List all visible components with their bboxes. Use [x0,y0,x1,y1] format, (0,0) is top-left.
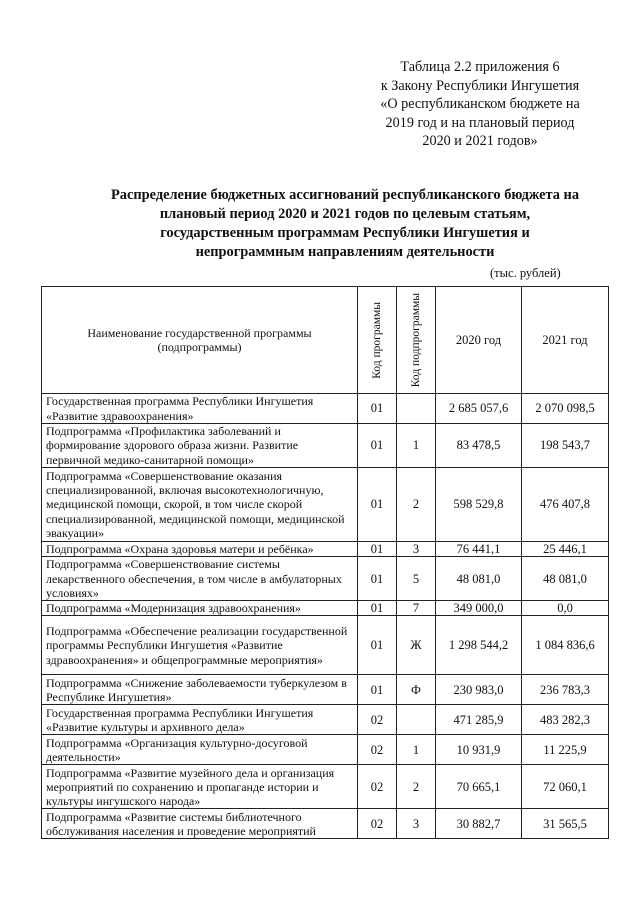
row-name: Государственная программа Республики Ингушетия «Развитие здравоохранения» [42,394,358,424]
row-name: Подпрограмма «Развитие системы библиотечного обслуживания населения и проведение мероприятий [42,809,358,839]
row-value-2021: 31 565,5 [522,809,609,839]
row-program-code: 02 [358,809,397,839]
row-name: Государственная программа Республики Ингушетия «Развитие культуры и архивного дела» [42,705,358,735]
header-program-code-label: Код программы [370,301,383,379]
appendix-line: 2020 и 2021 годов» [422,133,538,149]
row-name: Подпрограмма «Модернизация здравоохранения» [42,601,358,616]
title-line: Распределение бюджетных ассигнований республиканского бюджета на [110,187,580,203]
row-subprogram-code: 5 [397,557,436,601]
row-value-2021: 2 070 098,5 [522,394,609,424]
row-program-code: 01 [358,675,397,705]
title-line: непрограммным направлениям деятельности [195,244,495,260]
row-name: Подпрограмма «Обеспечение реализации государственной программы Республики Ингушетия «Развитие здравоохранения» и общепрограммные мероприятия» [42,616,358,675]
row-value-2020: 76 441,1 [436,542,522,557]
row-name: Подпрограмма «Снижение заболеваемости туберкулезом в Республике Ингушетия» [42,675,358,705]
row-name: Подпрограмма «Совершенствование оказания специализированной, включая высокотехнологичную, медицинской помощи, скорой, в том числе скорой специализированной, медицинской помощи, медицинской эвакуации» [42,468,358,542]
table-row [42,765,609,809]
table-row [42,542,609,557]
row-subprogram-code: 3 [397,809,436,839]
row-value-2021: 25 446,1 [522,542,609,557]
row-program-code: 02 [358,705,397,735]
header-year-2021: 2021 год [522,287,609,394]
row-subprogram-code: 1 [397,735,436,765]
row-name: Подпрограмма «Организация культурно-досуговой деятельности» [42,735,358,765]
row-subprogram-code: 2 [397,468,436,542]
row-value-2020: 70 665,1 [436,765,522,809]
header-name: Наименование государственной программы (подпрограммы) [42,287,358,394]
table-row [42,705,609,735]
table-row [42,394,609,424]
row-subprogram-code: Ж [397,616,436,675]
row-value-2021: 48 081,0 [522,557,609,601]
header-program-code [358,287,397,394]
row-program-code: 01 [358,468,397,542]
row-name: Подпрограмма «Развитие музейного дела и организация мероприятий по сохранению и пропаганде истории и культуры ингушского народа» [42,765,358,809]
row-program-code: 01 [358,542,397,557]
row-program-code: 02 [358,765,397,809]
table-row [42,557,609,601]
row-value-2020: 598 529,8 [436,468,522,542]
table-row [42,735,609,765]
row-value-2021: 0,0 [522,601,609,616]
document-title [80,186,610,262]
row-program-code: 01 [358,424,397,468]
row-value-2021: 198 543,7 [522,424,609,468]
appendix-line: 2019 год и на плановый период [385,114,575,131]
title-line: государственным программам Республики Ингушетия и [160,225,530,241]
appendix-reference [360,58,600,151]
row-subprogram-code: Ф [397,675,436,705]
row-subprogram-code: 1 [397,424,436,468]
row-program-code: 01 [358,394,397,424]
appendix-line: Таблица 2.2 приложения 6 [400,59,560,75]
row-value-2021: 483 282,3 [522,705,609,735]
row-value-2020: 48 081,0 [436,557,522,601]
table-row [42,468,609,542]
row-value-2021: 236 783,3 [522,675,609,705]
row-subprogram-code: 7 [397,601,436,616]
row-value-2020: 83 478,5 [436,424,522,468]
table-row [42,601,609,616]
row-name: Подпрограмма «Охрана здоровья матери и ребёнка» [42,542,358,557]
table-row [42,424,609,468]
row-value-2020: 30 882,7 [436,809,522,839]
row-program-code: 01 [358,601,397,616]
row-program-code: 01 [358,616,397,675]
table-row [42,616,609,675]
row-value-2020: 2 685 057,6 [436,394,522,424]
row-value-2020: 471 285,9 [436,705,522,735]
row-value-2021: 1 084 836,6 [522,616,609,675]
row-value-2021: 72 060,1 [522,765,609,809]
row-value-2020: 10 931,9 [436,735,522,765]
header-subprogram-code [397,287,436,394]
budget-table [41,286,609,839]
units-label: (тыс. рублей) [490,266,561,280]
appendix-line: к Закону Республики Ингушетия [380,77,580,94]
row-subprogram-code: 2 [397,765,436,809]
table-row [42,675,609,705]
row-value-2020: 230 983,0 [436,675,522,705]
header-subprogram-code-label: Код подпрограммы [409,292,422,388]
table-row [42,809,609,839]
row-value-2020: 1 298 544,2 [436,616,522,675]
row-name: Подпрограмма «Профилактика заболеваний и формирование здорового образа жизни. Развитие первичной медико-санитарной помощи» [42,424,358,468]
row-subprogram-code [397,705,436,735]
row-value-2020: 349 000,0 [436,601,522,616]
row-subprogram-code: 3 [397,542,436,557]
row-subprogram-code [397,394,436,424]
header-year-2020: 2020 год [436,287,522,394]
row-value-2021: 476 407,8 [522,468,609,542]
appendix-line: «О республиканском бюджете на [380,96,580,112]
row-value-2021: 11 225,9 [522,735,609,765]
row-program-code: 02 [358,735,397,765]
row-name: Подпрограмма «Совершенствование системы лекарственного обеспечения, в том числе в амбулаторных условиях» [42,557,358,601]
title-line: плановый период 2020 и 2021 годов по целевым статьям, [159,206,531,222]
table-header-row [42,287,609,394]
row-program-code: 01 [358,557,397,601]
